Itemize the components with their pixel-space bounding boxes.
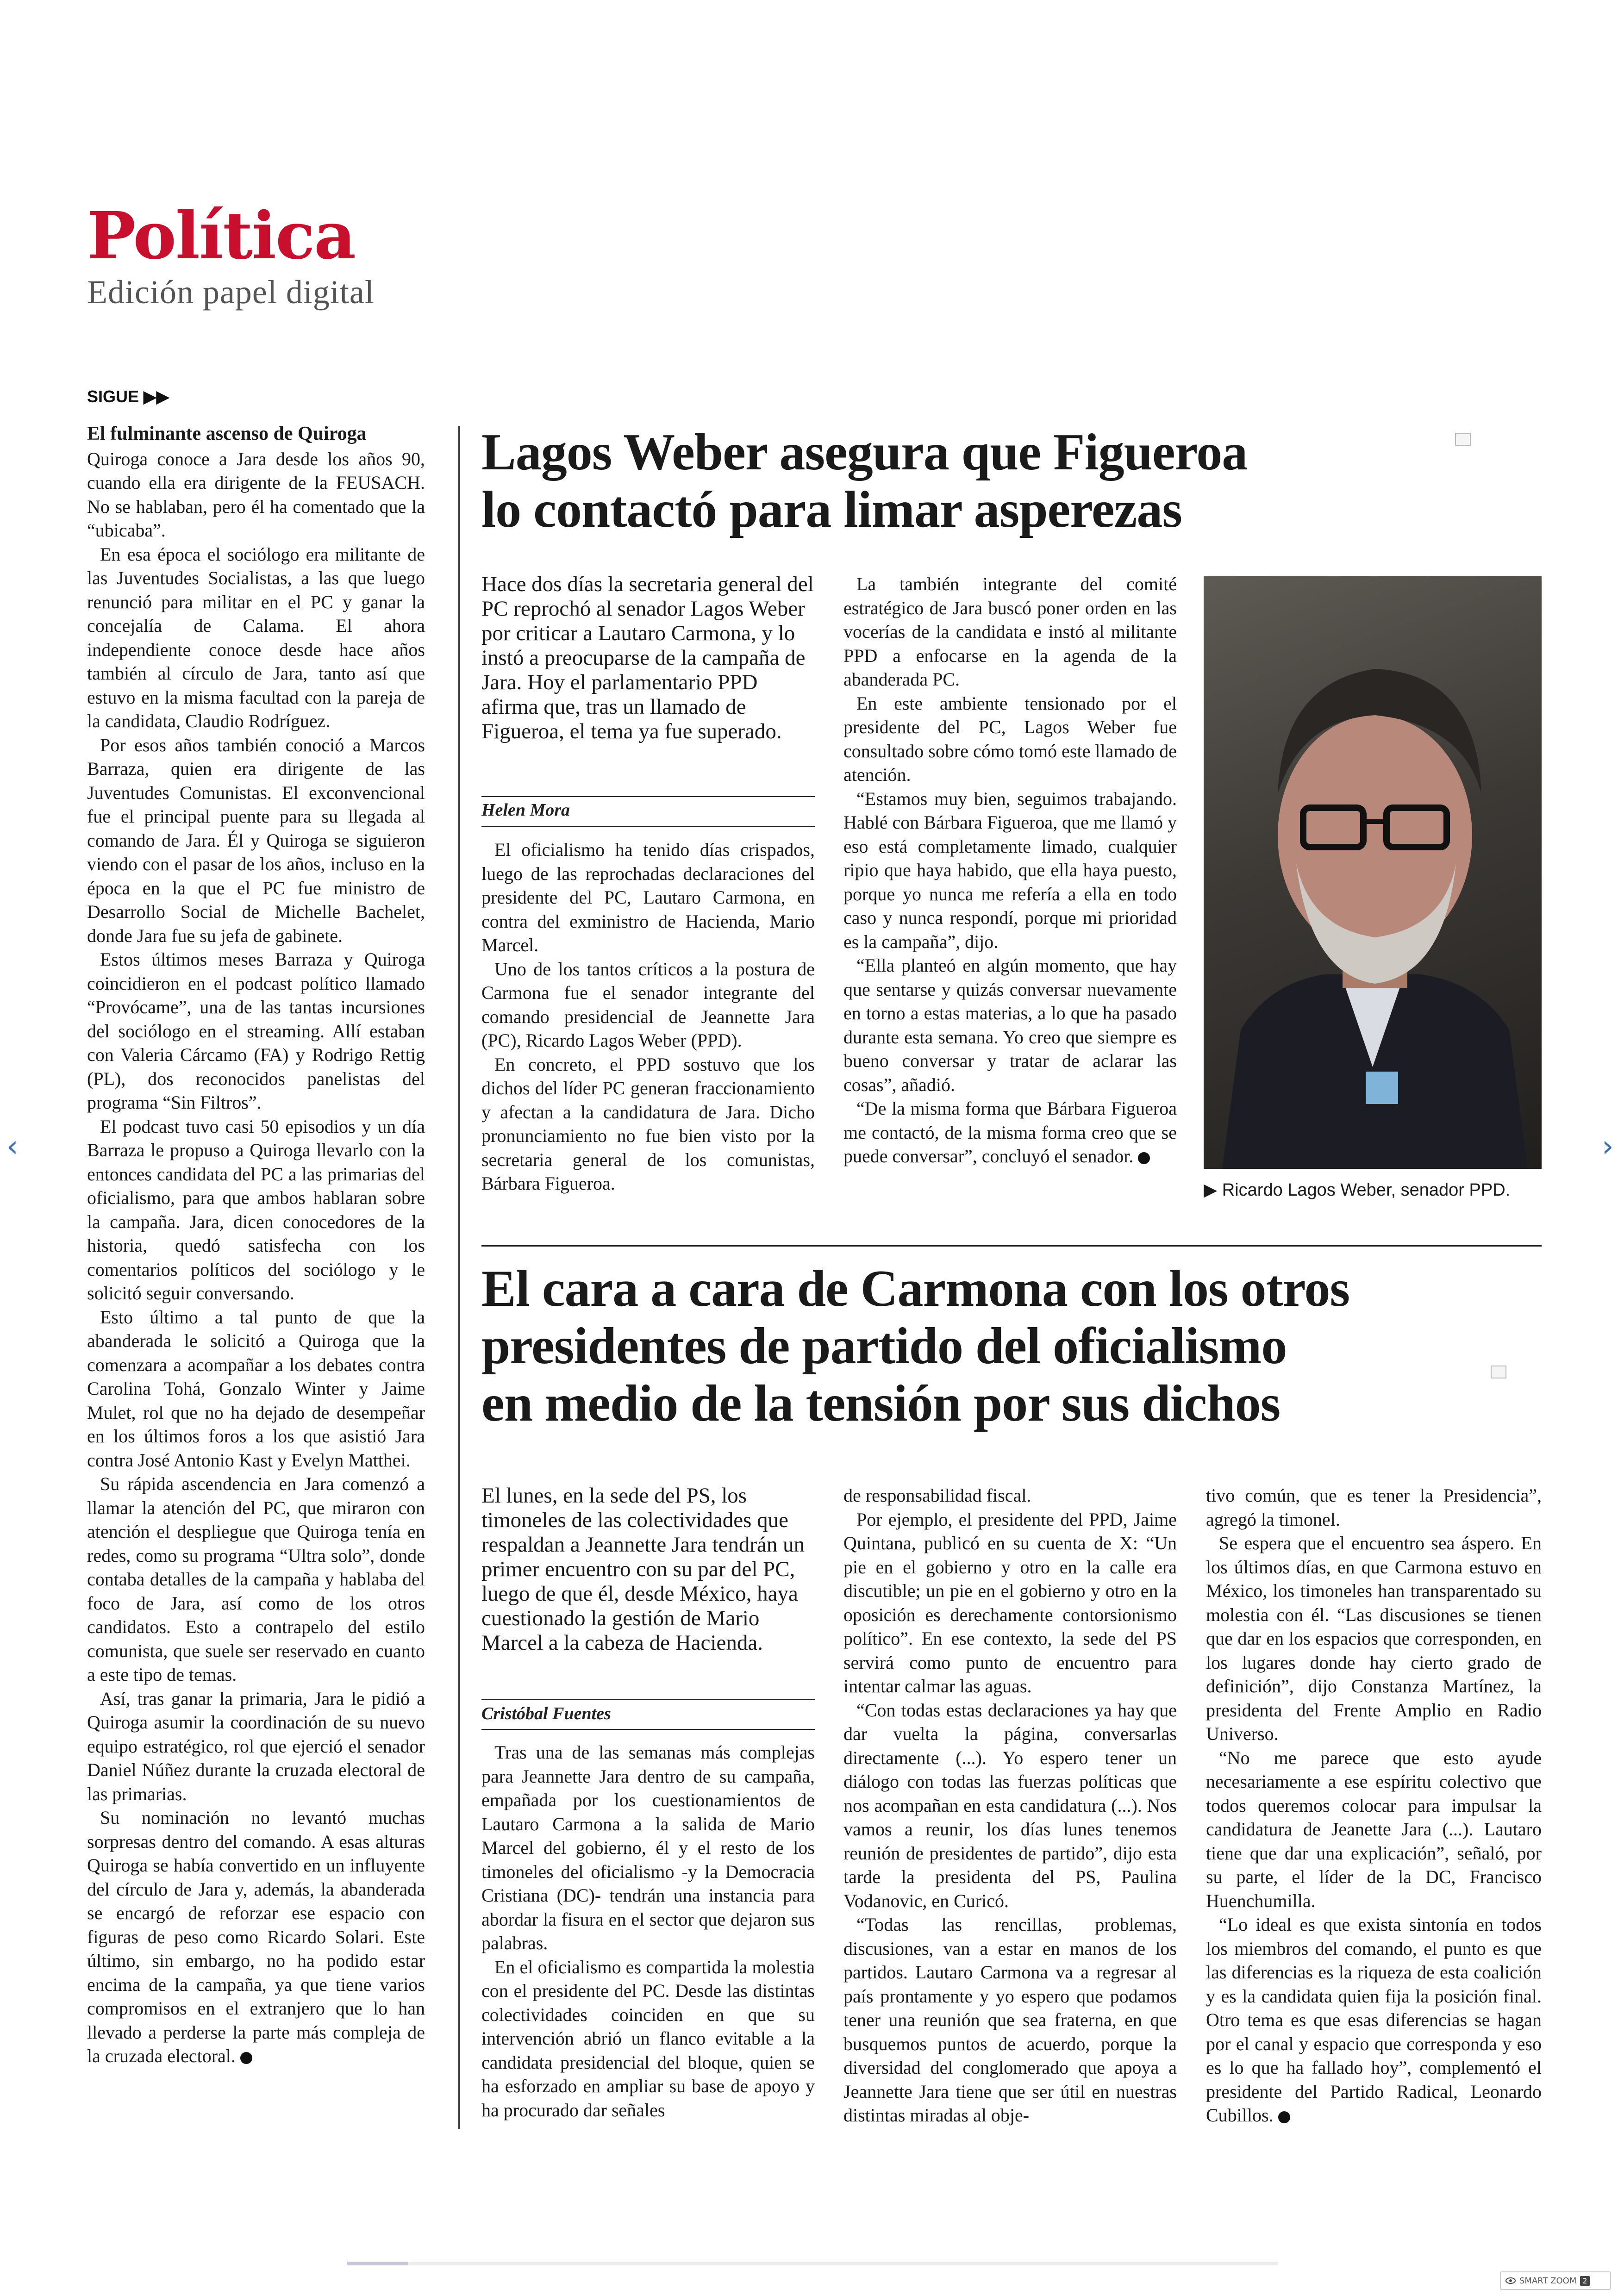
left-article-subhead: El fulminante ascenso de Quiroga [87, 423, 367, 444]
portrait-illustration [1204, 576, 1542, 1169]
byline-rule [481, 1729, 815, 1730]
article1-lead: Hace dos días la secretaria general del PC reprochó al senador Lagos Weber por criticar a Lautaro Carmona, y lo instó a preocuparse de la campaña de Jara. Hoy el parlamentario PPD afirma que, tras un llamado de Figueroa, el tema ya fue superado. [481, 572, 814, 743]
smart-zoom-label: SMART ZOOM [1519, 2276, 1577, 2286]
paragraph: Estos últimos meses Barraza y Quiroga coincidieron en el podcast político llamado “Provócame”, una de las tantas incursiones del sociólogo en el streaming. Allí estaban con Valeria Cárcamo (FA) y Rodrigo Rettig (PL), dos reconocidos panelistas del programa “Sin Filtros”. [87, 949, 425, 1113]
byline-rule [481, 1699, 815, 1700]
paragraph: “De la misma forma que Bárbara Figueroa me contactó, de la misma forma creo que se puede conversar”, concluyó el senador. [843, 1098, 1177, 1166]
section-title: Política [87, 198, 356, 274]
portrait-photo [1204, 576, 1542, 1169]
chevron-right-icon[interactable]: › [1602, 1129, 1614, 1164]
paragraph: En concreto, el PPD sostuvo que los dichos del líder PC generan fraccionamiento y afectan a la candidatura de Jara. Dicho pronunciamiento no fue bien visto por la secretaria general de los comunistas, Bárbara Figueroa. [481, 1054, 815, 1194]
section-subtitle: Edición papel digital [87, 274, 375, 311]
paragraph: “Lo ideal es que exista sintonía en todos los miembros del comando, el punto es que las diferencias es la riqueza de esta coalición y es la candidata quien fija la posición final. Otro tema es que esas diferencias se hagan por el canal y espacio que corresponda y eso es lo que ha fallado hoy”, complementó el presidente del Partido Radical, Leonardo Cubillos. [1206, 1914, 1542, 2126]
paragraph: La también integrante del comité estratégico de Jara buscó poner orden en las vocerías de la candidata e instó al militante PPD a enfocarse en la agenda de la abanderada PC. [843, 574, 1177, 690]
chevron-left-icon[interactable]: ‹ [6, 1129, 19, 1164]
article2-column-2 [843, 1484, 1177, 2127]
byline-rule [481, 826, 815, 827]
article-separator [481, 1245, 1542, 1247]
article1-headline-line: lo contactó para limar asperezas [481, 481, 1182, 538]
paragraph: Por ejemplo, el presidente del PPD, Jaime Quintana, publicó en su cuenta de X: “Un pie en el gobierno y otro en la calle era discutible; un pie en el gobierno y otro en la oposición es derechamente contorsionismo político”. En ese contexto, la sede del PS servirá como punto de encuentro para intentar calmar las aguas. [843, 1509, 1177, 1696]
article2-headline-line: El cara a cara de Carmona con los otros [481, 1260, 1350, 1317]
sigue-label: SIGUE ▶▶ [87, 387, 169, 406]
paragraph: En esa época el sociólogo era militante de las Juventudes Socialistas, a las que luego renunció para militar en el PC y ganar la concejalía de Calama. El ahora independiente conoce desde hace años también al círculo de Jara, tanto así que estuvo en la misma facultad con la pareja de la candidata, Claudio Rodríguez. [87, 543, 425, 731]
smart-zoom-button[interactable] [1500, 2271, 1611, 2290]
byline-rule [481, 796, 815, 797]
paragraph: Se espera que el encuentro sea áspero. En los últimos días, en que Carmona estuvo en México, los timoneles han transparentado su molestia con él. “Las discusiones se tienen que dar en los espacios que corresponden, en los lugares donde hay cierto grado de definición”, dijo Constanza Martínez, la presidenta del Frente Amplio en Radio Universo. [1206, 1533, 1542, 1744]
eye-icon [1505, 2277, 1516, 2284]
end-mark-icon [240, 2052, 252, 2064]
end-mark-icon [1278, 2111, 1290, 2123]
paragraph: “Todas las rencillas, problemas, discusiones, van a estar en manos de los partidos. Lautaro Carmona va a regresar al país prontamente y yo espero que podamos tener una reunión que sea fraterna, en que busquemos puntos de acuerdo, porque la diversidad del conglomerado que apoya a Jeannette Jara tiene que ser útil en nuestras distintas miradas al obje- [843, 1914, 1177, 2126]
paragraph: “Ella planteó en algún momento, que hay que sentarse y quizás conversar nuevamente en torno a estas materias, a lo que ha pasado durante esta semana. Yo creo que siempre es bueno conversar y tratar de aclarar las cosas”, añadió. [843, 955, 1177, 1095]
paragraph: “No me parece que esto ayude necesariamente a ese espíritu colectivo que todos queremos colocar para impulsar la candidatura de Jeanette Jara (...). Lautaro tiene que dar una explicación”, señaló, por su parte, el líder de la DC, Francisco Huenchumilla. [1206, 1747, 1542, 1911]
paragraph: Uno de los tantos críticos a la postura de Carmona fue el senador integrante del comando presidencial de Jeannette Jara (PC), Ricardo Lagos Weber (PPD). [481, 958, 815, 1051]
paragraph: Quiroga conoce a Jara desde los años 90, cuando ella era dirigente de la FEUSACH. No se hablaban, pero él ha comentado que la “ubicaba”. [87, 448, 425, 541]
end-mark-icon [1138, 1152, 1150, 1164]
paragraph: tivo común, que es tener la Presidencia”, agregó la timonel. [1206, 1485, 1542, 1530]
article1-headline [481, 424, 1500, 538]
article1-column-1 [481, 838, 815, 1196]
paragraph: En este ambiente tensionado por el presidente del PC, Lagos Weber fue consultado sobre cómo tomó este llamado de atención. [843, 692, 1177, 785]
article2-headline-line: en medio de la tensión por sus dichos [481, 1375, 1280, 1432]
paragraph: Así, tras ganar la primaria, Jara le pidió a Quiroga asumir la coordinación de su nuevo equipo estratégico, rol que ejerció el senador Daniel Núñez durante la cruzada electoral de las primarias. [87, 1688, 425, 1804]
paragraph: Su rápida ascendencia en Jara comenzó a llamar la atención del PC, que miraron con atención el despliegue que Quiroga tenía en redes, como su programa “Ultra solo”, donde contaba detalles de la campaña y hablaba del foco de Jara, así como de los otros candidatos. Esto a contrapelo del estilo comunista, que suele ser reservado en cuanto a este tipo de temas. [87, 1473, 425, 1685]
article1-byline: Helen Mora [481, 800, 570, 820]
note-icon[interactable] [1491, 1366, 1506, 1378]
paragraph: de responsabilidad fiscal. [843, 1485, 1031, 1506]
column-divider [458, 426, 460, 2129]
article2-column-3 [1206, 1484, 1542, 2127]
page-progress-bar[interactable] [347, 2262, 1278, 2265]
photo-caption: ▶ Ricardo Lagos Weber, senador PPD. [1204, 1180, 1511, 1200]
paragraph: Tras una de las semanas más complejas para Jeannette Jara dentro de su campaña, empañada por los cuestionamientos de Lautaro Carmona a la salida de Mario Marcel del gobierno, él y el resto de los timoneles del oficialismo -y la Democracia Cristiana (DC)- tendrán una instancia para abordar la fisura en el sector que dejaron sus palabras. [481, 1742, 815, 1953]
note-icon[interactable] [1455, 433, 1471, 446]
article1-column-2 [843, 572, 1177, 1168]
article2-headline [481, 1260, 1542, 1432]
paragraph: “Con todas estas declaraciones ya hay que dar vuelta la página, conversarlas directamente (...). Yo espero tener un diálogo con todas las fuerzas políticas que nos acompañan en esta candidatura (...). Nos vamos a reunir, los días lunes tenemos reunión de presidentes de partido”, dijo esta tarde la presidenta del PS, Paulina Vodanovic, en Curicó. [843, 1699, 1177, 1911]
article2-column-1 [481, 1740, 815, 2122]
article2-byline: Cristóbal Fuentes [481, 1704, 611, 1723]
paragraph: Esto último a tal punto de que la abanderada le solicitó a Quiroga que la comenzara a acompañar a los debates contra Carolina Tohá, Gonzalo Winter y Jaime Mulet, rol que no ha dejado de desempeñar en los últimos foros a los que asistió Jara contra José Antonio Kast y Evelyn Matthei. [87, 1306, 425, 1471]
paragraph: Por esos años también conoció a Marcos Barraza, quien era dirigente de las Juventudes Comunistas. El exconvencional fue el principal puente para su llegada al comando de Jara. Él y Quiroga se siguieron viendo con el pasar de los años, incluso en la época en la que el PC fue ministro de Desarrollo Social de Michelle Bachelet, donde Jara fue su jefa de gabinete. [87, 734, 425, 946]
paragraph: En el oficialismo es compartida la molestia con el presidente del PC. Desde las distintas colectividades coinciden en que su intervención abrió un flanco evitable a la candidata presidencial del bloque, quien se ha esforzado en ampliar su base de apoyo y ha procurado dar señales [481, 1956, 815, 2120]
left-article [87, 422, 425, 2068]
paragraph: “Estamos muy bien, seguimos trabajando. Hablé con Bárbara Figueroa, que me llamó y eso está completamente limado, cualquier ripio que haya habido, que ella haya puesto, porque yo nunca me refería a ella en todo caso y nunca respondí, porque mi prioridad es la campaña”, dijo. [843, 788, 1177, 952]
paragraph: El oficialismo ha tenido días crispados, luego de las reprochadas declaraciones del presidente del PC, Lautaro Carmona, en contra del exministro de Hacienda, Mario Marcel. [481, 839, 815, 955]
page-progress-fill [347, 2262, 408, 2265]
article2-headline-line: presidentes de partido del oficialismo [481, 1317, 1287, 1375]
article1-headline-line: Lagos Weber asegura que Figueroa [481, 424, 1248, 481]
page-badge: 2 [1580, 2276, 1589, 2286]
paragraph: El podcast tuvo casi 50 episodios y un día Barraza le propuso a Quiroga llevarlo con la entonces candidata del PC a las primarias del oficialismo, para que ambos hablaran sobre la campaña. Jara, dicen conocedores de la historia, quedó satisfecha con los comentarios políticos del sociólogo y le solicitó seguir conversando. [87, 1116, 425, 1303]
paragraph: Su nominación no levantó muchas sorpresas dentro del comando. A esas alturas Quiroga se había convertido en un influyente del círculo de Jara y, además, la abanderada se encargó de reforzar ese espacio con figuras de peso como Ricardo Solari. Este último, sin embargo, no ha podido estar encima de la campaña, ya que tiene varios compromisos en el extranjero que lo han llevado a perderse la parte más compleja de la cruzada electoral. [87, 1807, 425, 2066]
article2-lead: El lunes, en la sede del PS, los timoneles de las colectividades que respaldan a Jeannette Jara tendrán un primer encuentro con su par del PC, luego de que él, desde México, haya cuestionado la gestión de Mario Marcel a la cabeza de Hacienda. [481, 1484, 805, 1655]
